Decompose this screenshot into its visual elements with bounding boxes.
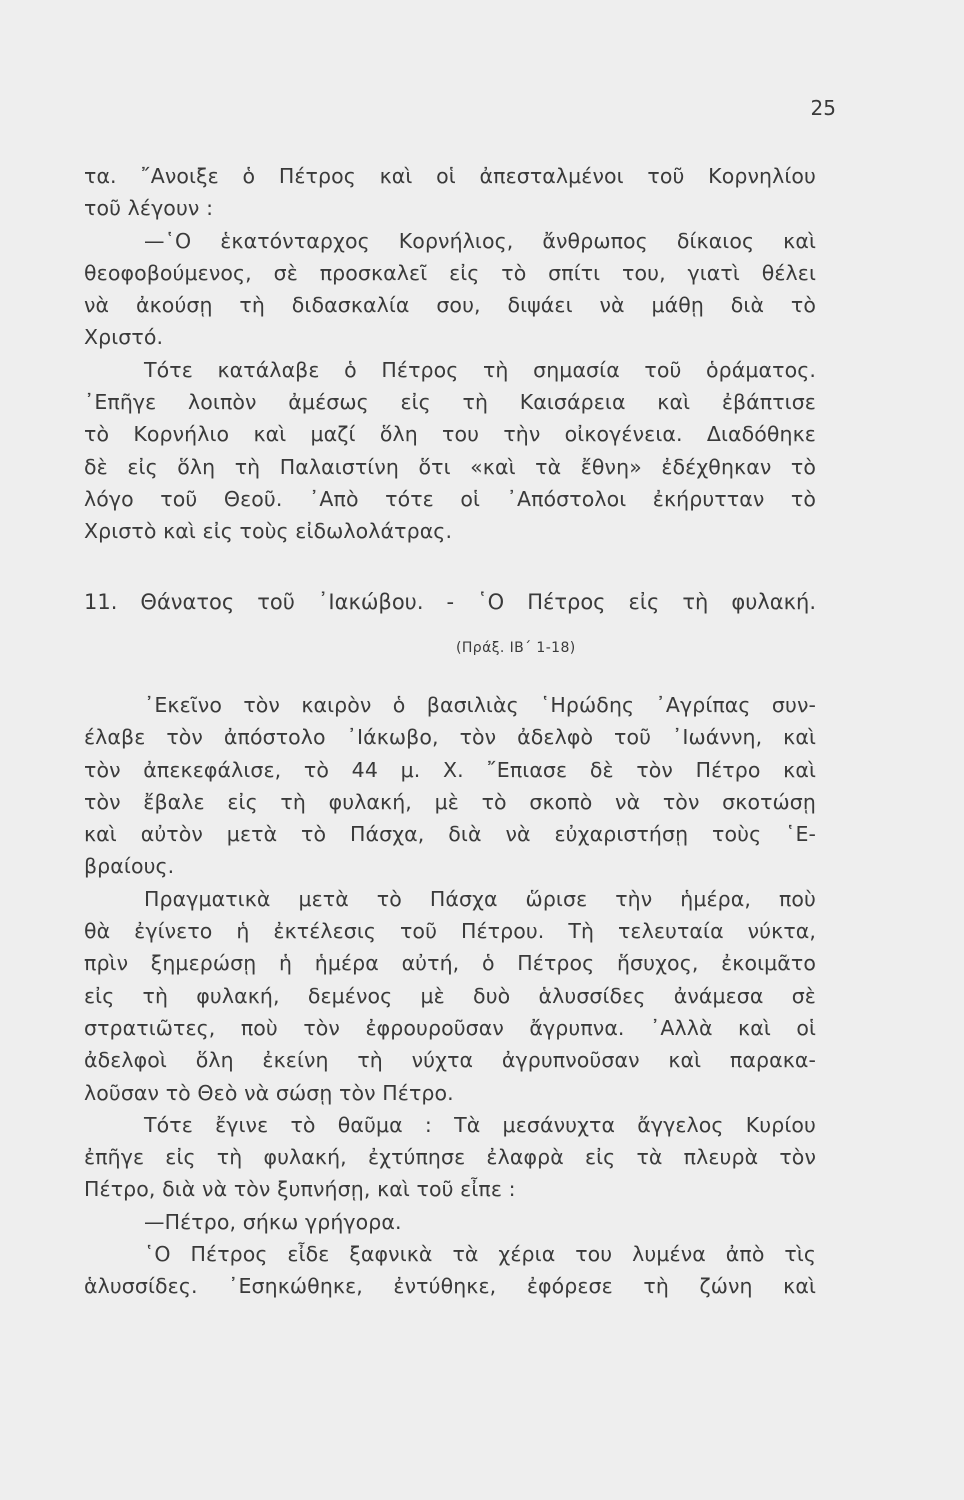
text-line: θὰ ἐγίνετο ἡ ἐκτέλεσις τοῦ Πέτρου. Τὴ τελευταία νύκτα, <box>84 919 816 944</box>
text-line: τοῦ λέγουν : <box>84 196 214 221</box>
text-line: ἁλυσσίδες. ᾿Εσηκώθηκε, ἐντύθηκε, ἐφόρεσε τὴ ζώνη καὶ <box>84 1274 816 1299</box>
text-line: τὸ Κορνήλιο καὶ μαζί ὅλη του τὴν οἰκογένεια. Διαδόθηκε <box>84 422 816 447</box>
text-line: νὰ ἀκούσῃ τὴ διδασκαλία σου, διψάει νὰ μάθῃ διὰ τὸ <box>84 293 816 318</box>
text-line: Πραγματικὰ μετὰ τὸ Πάσχα ὥρισε τὴν ἡμέρα, ποὺ <box>144 886 816 911</box>
chapter-heading: 11. Θάνατος τοῦ ᾿Ιακώβου. - ῾Ο Πέτρος εἰς τὴ φυλακή. <box>84 590 816 614</box>
text-line: καὶ αὐτὸν μετὰ τὸ Πάσχα, διὰ νὰ εὐχαριστήσῃ τοὺς ῾Ε- <box>84 822 816 847</box>
text-line: —῾Ο ἑκατόνταρχος Κορνήλιος, ἄνθρωπος δίκαιος καὶ <box>144 228 816 253</box>
text-line: πρὶν ξημερώσῃ ἡ ἡμέρα αὐτή, ὁ Πέτρος ἥσυχος, ἐκοιμᾶτο <box>84 951 816 976</box>
text-line: τὸν ἀπεκεφάλισε, τὸ 44 μ. Χ. ῎Επιασε δὲ τὸν Πέτρο καὶ <box>84 757 816 782</box>
section-2-text <box>84 689 816 1303</box>
text-line: τὸν ἔβαλε εἰς τὴ φυλακή, μὲ τὸ σκοπὸ νὰ τὸν σκοτώσῃ <box>84 789 816 814</box>
page-number: 25 <box>810 96 836 120</box>
text-line: τα. ῎Ανοιξε ὁ Πέτρος καὶ οἱ ἀπεσταλμένοι τοῦ Κορνηλίου <box>84 164 816 188</box>
text-line: δὲ εἰς ὅλη τὴ Παλαιστίνη ὅτι «καὶ τὰ ἔθνη» ἐδέχθηκαν τὸ <box>84 454 816 479</box>
text-line: ᾿Επῆγε λοιπὸν ἀμέσως εἰς τὴ Καισάρεια καὶ ἐβάπτισε <box>84 390 816 415</box>
text-line: —Πέτρο, σήκω γρήγορα. <box>144 1209 402 1234</box>
text-line: θεοφοβούμενος, σὲ προσκαλεῖ εἰς τὸ σπίτι του, γιατὶ θέλει <box>84 260 816 285</box>
text-line: έλαβε τὸν ἀπόστολο ᾿Ιάκωβο, τὸν ἀδελφὸ τοῦ ᾿Ιωάννη, καὶ <box>84 725 816 750</box>
text-line: στρατιῶτες, ποὺ τὸν ἐφρουροῦσαν ἄγρυπνα. ᾿Αλλὰ καὶ οἱ <box>84 1015 816 1040</box>
text-line: ῾Ο Πέτρος εἶδε ξαφνικὰ τὰ χέρια του λυμένα ἀπὸ τὶς <box>144 1242 816 1267</box>
text-line: ἐπῆγε εἰς τὴ φυλακή, ἐχτύπησε ἐλαφρὰ εἰς τὰ πλευρὰ τὸν <box>84 1145 816 1170</box>
text-line: Τότε κατάλαβε ὁ Πέτρος τὴ σημασία τοῦ ὁράματος. <box>144 357 816 382</box>
text-line: Τότε ἔγινε τὸ θαῦμα : Τὰ μεσάνυχτα ἄγγελος Κυρίου <box>144 1112 816 1137</box>
text-line: βραίους. <box>84 854 175 879</box>
text-line: Πέτρο, διὰ νὰ τὸν ξυπνήσῃ, καὶ τοῦ εἶπε : <box>84 1177 516 1202</box>
section-1-text <box>84 160 816 548</box>
text-line: Χριστό. <box>84 325 164 350</box>
text-line: Χριστὸ καὶ εἰς τοὺς εἰδωλολάτρας. <box>84 519 453 544</box>
scripture-reference: (Πράξ. ΙΒ΄ 1-18) <box>456 640 576 656</box>
text-line: ἀδελφοὶ ὅλη ἐκείνη τὴ νύχτα ἀγρυπνοῦσαν καὶ παρακα- <box>84 1048 816 1073</box>
text-line: λοῦσαν τὸ Θεὸ νὰ σώσῃ τὸν Πέτρο. <box>84 1080 454 1105</box>
text-line: ᾿Εκεῖνο τὸν καιρὸν ὁ βασιλιὰς ῾Ηρώδης ᾿Αγρίπας συν- <box>144 693 816 717</box>
text-line: εἰς τὴ φυλακή, δεμένος μὲ δυὸ ἁλυσσίδες ἀνάμεσα σὲ <box>84 983 816 1008</box>
text-line: λόγο τοῦ Θεοῦ. ᾿Απὸ τότε οἱ ᾿Απόστολοι ἐκήρυτταν τὸ <box>84 486 816 511</box>
